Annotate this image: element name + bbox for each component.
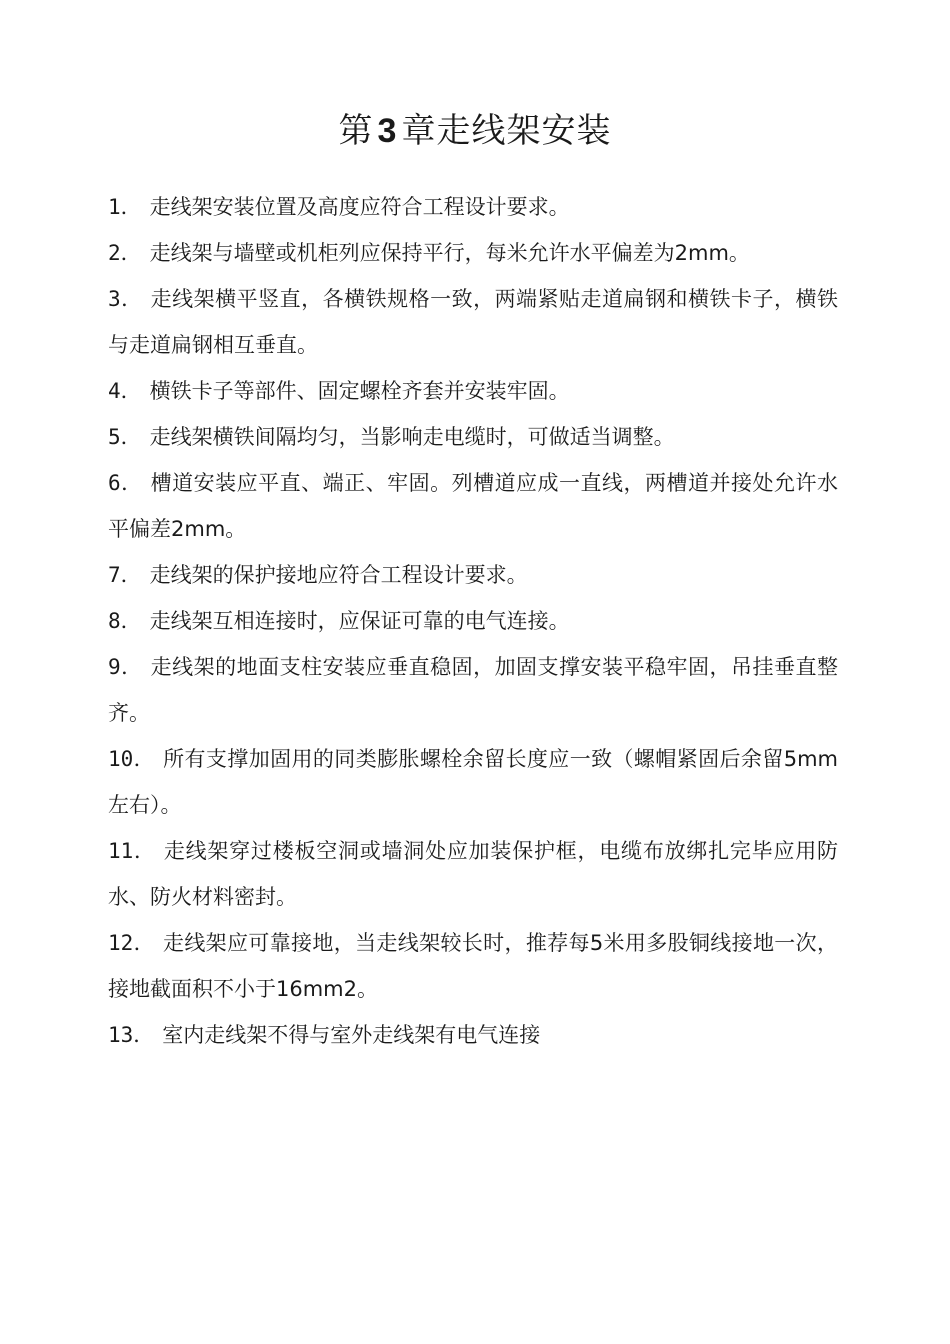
list-item	[108, 552, 838, 598]
list-item	[108, 598, 838, 644]
item-text: 走线架安装位置及高度应符合工程设计要求。	[149, 195, 570, 219]
item-number: 13．	[108, 1023, 155, 1047]
page-title	[0, 108, 950, 154]
item-number: 1．	[108, 195, 142, 219]
item-text: 走线架的保护接地应符合工程设计要求。	[149, 563, 528, 587]
list-item	[108, 644, 838, 736]
item-text: 走线架应可靠接地，当走线架较长时，推荐每5米用多股铜线接地一次，接地截面积不小于16mm2。	[108, 931, 838, 1001]
list-item	[108, 828, 838, 920]
item-number: 10．	[108, 747, 156, 771]
item-number: 5．	[108, 425, 142, 449]
item-text: 走线架互相连接时，应保证可靠的电气连接。	[149, 609, 570, 633]
list-item	[108, 460, 838, 552]
item-number: 6．	[108, 471, 143, 495]
item-number: 2．	[108, 241, 142, 265]
item-number: 7．	[108, 563, 142, 587]
item-text: 室内走线架不得与室外走线架有电气连接	[162, 1023, 541, 1047]
item-number: 3．	[108, 287, 143, 311]
item-text: 走线架横平竖直，各横铁规格一致，两端紧贴走道扁钢和横铁卡子，横铁与走道扁钢相互垂直。	[108, 287, 838, 357]
list-item	[108, 920, 838, 1012]
title-prefix: 第	[338, 111, 374, 151]
item-text: 走线架与墙壁或机柜列应保持平行，每米允许水平偏差为2mm。	[149, 241, 750, 265]
item-text: 走线架横铁间隔均匀，当影响走电缆时，可做适当调整。	[149, 425, 675, 449]
item-number: 8．	[108, 609, 142, 633]
list-item	[108, 1012, 838, 1058]
item-number: 4．	[108, 379, 142, 403]
title-number: 3	[377, 112, 398, 150]
list-item	[108, 736, 838, 828]
item-text: 槽道安装应平直、端正、牢固。列槽道应成一直线，两槽道并接处允许水平偏差2mm。	[108, 471, 838, 541]
title-suffix: 章走线架安装	[401, 111, 612, 151]
item-number: 11．	[108, 839, 156, 863]
item-text: 所有支撑加固用的同类膨胀螺栓余留长度应一致（螺帽紧固后余留5mm左右）。	[108, 747, 838, 817]
list-item	[108, 414, 838, 460]
list-item	[108, 230, 838, 276]
list-item	[108, 368, 838, 414]
item-number: 9．	[108, 655, 143, 679]
item-list	[108, 184, 838, 1058]
item-text: 走线架穿过楼板空洞或墙洞处应加装保护框，电缆布放绑扎完毕应用防水、防火材料密封。	[108, 839, 839, 909]
item-text: 走线架的地面支柱安装应垂直稳固，加固支撑安装平稳牢固，吊挂垂直整齐。	[108, 655, 838, 725]
list-item	[108, 276, 838, 368]
list-item	[108, 184, 838, 230]
item-number: 12．	[108, 931, 155, 955]
item-text: 横铁卡子等部件、固定螺栓齐套并安装牢固。	[149, 379, 570, 403]
